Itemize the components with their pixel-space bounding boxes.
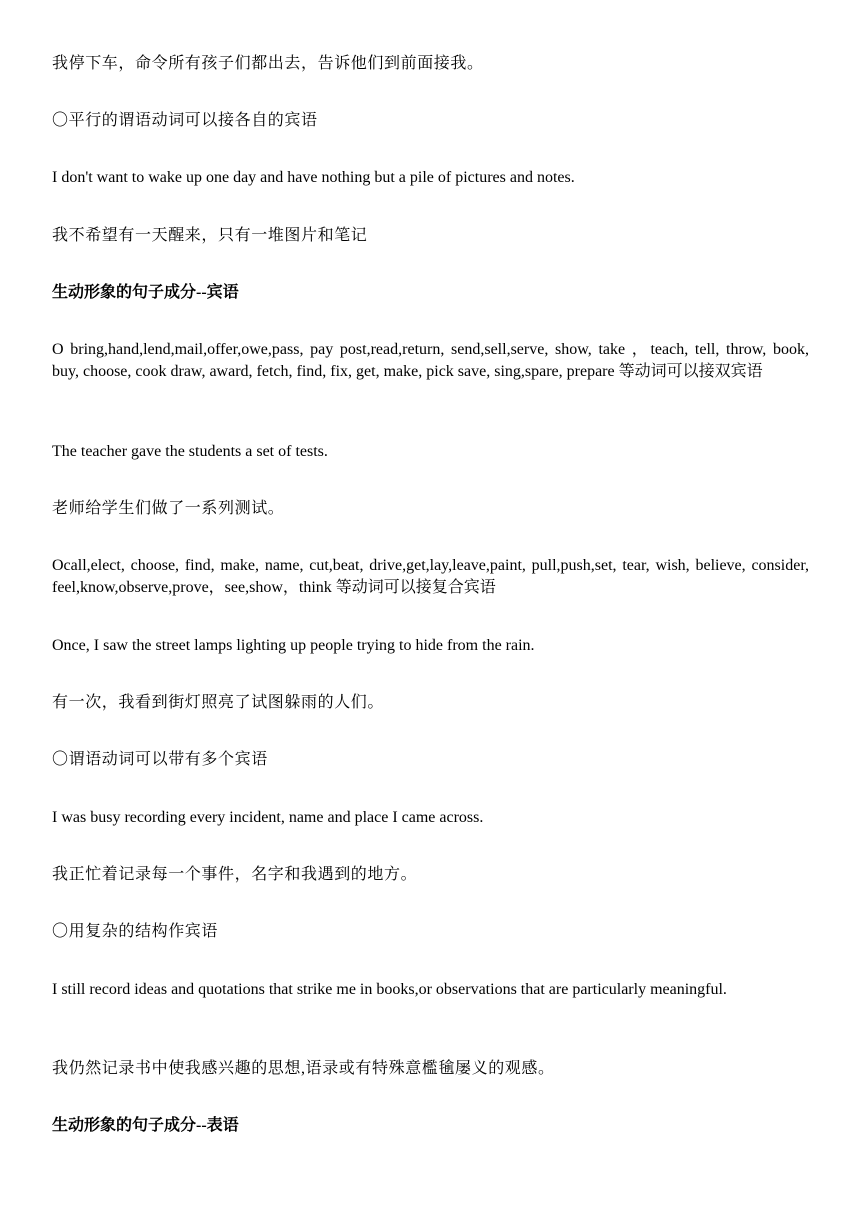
paragraph: 有一次，我看到街灯照亮了试图躲雨的人们。 [52,694,385,711]
paragraph: 我停下车，命令所有孩子们都出去，告诉他们到前面接我。 [52,55,484,72]
paragraph: 我仍然记录书中使我感兴趣的思想,语录或有特殊意檻毺屡义的观感。 [52,1060,555,1077]
paragraph: The teacher gave the students a set of tests. [52,443,328,460]
paragraph: O bring,hand,lend,mail,offer,owe,pass, pay post,read,return, send,sell,serve, show, take ，teach, tell, throw, book, buy, choose, cook draw, award, fetch, find, fix, get, make, pick save, sing,spare, prepare 等动词可以接双宾语 [52,341,809,380]
paragraph: Once, I saw the street lamps lighting up people trying to hide from the rain. [52,637,535,654]
paragraph: 我不希望有一天醒来，只有一堆图片和笔记 [52,227,368,244]
paragraph: 〇平行的谓语动词可以接各自的宾语 [52,112,318,129]
section-heading: 生动形象的句子成分--宾语 [52,284,239,301]
paragraph: I don't want to wake up one day and have nothing but a pile of pictures and notes. [52,169,575,186]
paragraph: 老师给学生们做了一系列测试。 [52,500,285,517]
paragraph: 〇用复杂的结构作宾语 [52,923,219,940]
paragraph: I was busy recording every incident, name and place I came across. [52,809,484,826]
paragraph: I still record ideas and quotations that strike me in books,or observations that are particularly meaningful. [52,981,727,998]
section-heading: 生动形象的句子成分--表语 [52,1117,239,1134]
paragraph: 我正忙着记录每一个事件，名字和我遇到的地方。 [52,866,418,883]
paragraph: Ocall,elect, choose, find, make, name, cut,beat, drive,get,lay,leave,paint, pull,push,set, tear, wish, believe, consider, feel,know,observe,prove，see,show，think 等动词可以接复合宾语 [52,557,809,596]
paragraph: 〇谓语动词可以带有多个宾语 [52,751,268,768]
